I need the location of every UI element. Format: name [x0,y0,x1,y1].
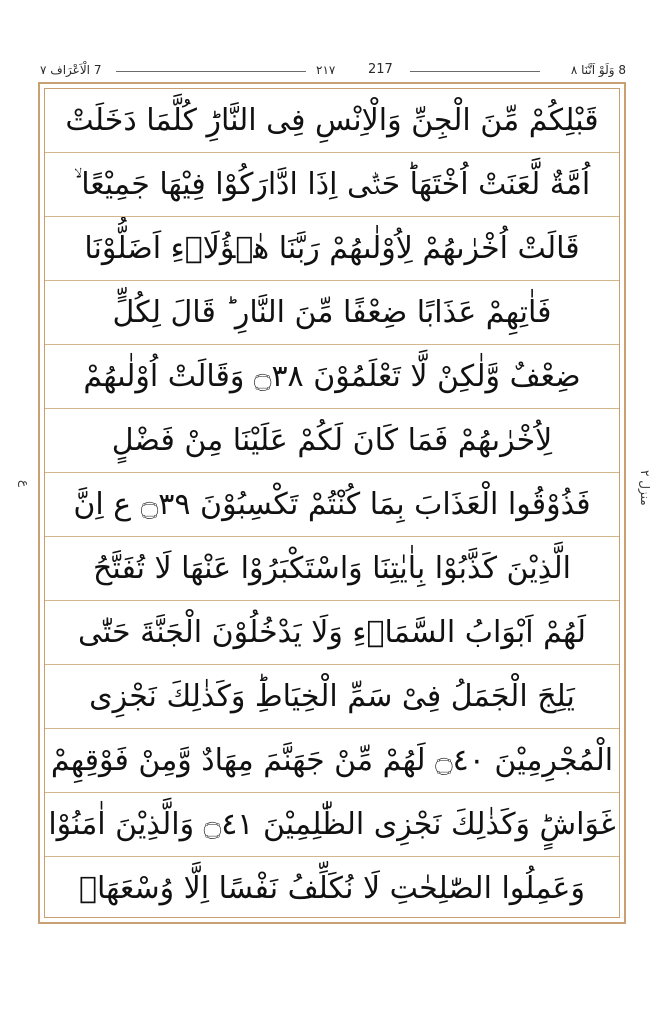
verse-line: يَلِجَ الْجَمَلُ فِىْ سَمِّ الْخِيَاطِؕ وَكَذٰلِكَ نَجْزِى [45,665,619,729]
verse-line: غَوَاشٍؕ وَكَذٰلِكَ نَجْزِى الظّٰلِمِيْنَ ۝٤١ وَالَّذِيْنَ اٰمَنُوْا [45,793,619,857]
verse-line: فَاٰتِهِمْ عَذَابًا ضِعْفًا مِّنَ النَّارِ ؕ قَالَ لِكُلٍّ [45,281,619,345]
verse-line: قَبْلِكُمْ مِّنَ الْجِنِّ وَالْاِنْسِ فِى النَّارِؕ كُلَّمَا دَخَلَتْ [45,89,619,153]
page-number-arabic: ٢١٧ [316,63,336,77]
page-frame [38,82,626,924]
verse-line: اُمَّةٌ لَّعَنَتْ اُخْتَهَاؕ حَتّٰۤى اِذَا ادَّارَكُوْا فِيْهَا جَمِيْعًا ۙ [45,153,619,217]
header-rule-right [410,71,540,72]
verse-line: ضِعْفٌ وَّلٰكِنْ لَّا تَعْلَمُوْنَ ۝٣٨ وَقَالَتْ اُوْلٰىهُمْ [45,345,619,409]
surah-name: 7 الْاَعْرَاف ٧ [40,63,102,77]
verse-line: قَالَتْ اُخْرٰىهُمْ لِاُوْلٰىهُمْ رَبَّنَا هٰۤؤُلَاۤءِ اَضَلُّوْنَا [45,217,619,281]
verse-line: لَهُمْ اَبْوَابُ السَّمَاۤءِ وَلَا يَدْخُلُوْنَ الْجَنَّةَ حَتّٰى [45,601,619,665]
verse-line: لِاُخْرٰىهُمْ فَمَا كَانَ لَكُمْ عَلَيْنَا مِنْ فَضْلٍ [45,409,619,473]
manzil-marker: منزل ٢ [638,470,652,506]
verse-line: وَعَمِلُوا الصّٰلِحٰتِ لَا نُكَلِّفُ نَفْسًا اِلَّا وُسْعَهَاۤ [79,871,585,906]
page-header [38,60,628,82]
text-area [44,88,620,918]
ruku-marker: ع [18,480,32,488]
verse-line: الَّذِيْنَ كَذَّبُوْا بِاٰيٰتِنَا وَاسْتَكْبَرُوْا عَنْهَا لَا تُفَتَّحُ [45,537,619,601]
verse-line: الْمُجْرِمِيْنَ ۝٤٠ لَهُمْ مِّنْ جَهَنَّمَ مِهَادٌ وَّمِنْ فَوْقِهِمْ [45,729,619,793]
page-number: 217 [368,62,393,77]
juz-name: 8 وَلَوْ اَنَّنَا ٨ [570,63,626,77]
verse-line: فَذُوْقُوا الْعَذَابَ بِمَا كُنْتُمْ تَكْسِبُوْنَ ۝٣٩ ع اِنَّ [45,473,619,537]
header-rule-left [116,71,306,72]
